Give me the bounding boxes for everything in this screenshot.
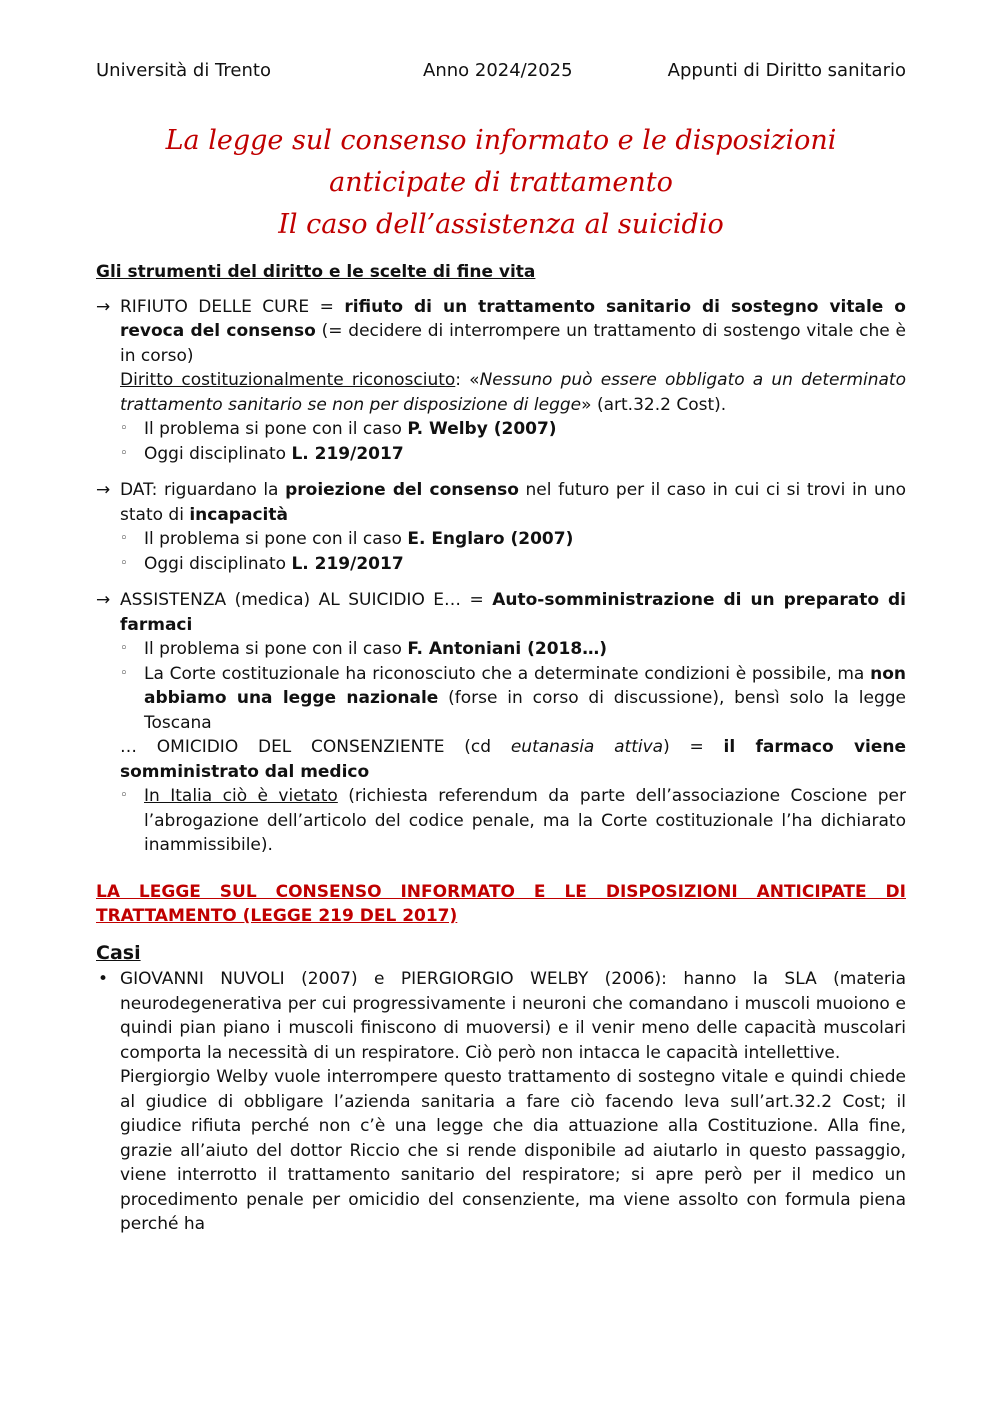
subsection-casi: Casi (96, 941, 141, 964)
rifiuto-definition (120, 295, 906, 369)
rifiuto-rest: (= decidere di interrompere un trattamento di sostengo vitale che è in corso) (120, 321, 906, 366)
bullet-text: (forse in corso di discussione), bensì solo la legge Toscana (144, 688, 906, 733)
section-heading-legge-219: LA LEGGE SUL CONSENSO INFORMATO E LE DISPOSIZIONI ANTICIPATE DI TRATTAMENTO (LEGGE 219 DEL 2017) (96, 881, 906, 926)
diritto-ref: » (art.32.2 Cost). (581, 394, 727, 415)
arrow-icon: → (96, 480, 111, 500)
bullet-icon: ◦ (120, 555, 128, 571)
list-item (120, 637, 906, 662)
case-paragraph: Piergiorgio Welby vuole interrompere questo trattamento di sostegno vitale e quindi chiede al giudice di obbligare l’azienda sanitaria a fare ciò facendo leva sull’art.32.2 Cost; il giudice rifiuta perché non c’è una legge che dia attuazione alla Costituzione. Alla fine, grazie all’aiuto del dottor Riccio che si rende disponibile ad aiutarlo in questo passaggio, viene interrotto il trattamento sanitario del respiratore; si apre però per il medico un procedimento penale per omicidio del consenziente, ma viene assolto con formula piena perché ha (120, 1067, 906, 1234)
page-header (96, 60, 906, 86)
header-course: Appunti di Diritto sanitario (667, 60, 906, 81)
bullet-icon: ◦ (120, 531, 128, 546)
dat-bullets (120, 527, 906, 576)
dat-bold: incapacità (189, 504, 288, 525)
title-line-2: anticipate di trattamento (329, 167, 673, 198)
omicidio-italic: eutanasia attiva (510, 737, 664, 757)
dat-item (96, 478, 906, 576)
bullet-underlined: In Italia ciò è vietato (144, 786, 338, 806)
assistenza-definition (120, 588, 906, 637)
omicidio-consenziente (120, 735, 906, 784)
bullet-text: La Corte costituzionale ha riconosciuto che a determinate condizioni è possibile, ma (144, 663, 871, 684)
assistenza-text: ASSISTENZA (medica) AL SUICIDIO E… = (120, 590, 493, 610)
dat-text: DAT: riguardano la (120, 480, 286, 500)
omicidio-text: … OMICIDIO DEL CONSENZIENTE (cd (120, 737, 511, 757)
arrow-icon: → (96, 296, 111, 317)
bullet-text: Il problema si pone con il caso (144, 419, 408, 439)
list-item (120, 417, 906, 442)
bullet-icon: ◦ (120, 641, 128, 656)
bullet-text: Oggi disciplinato (144, 553, 292, 574)
bullet-icon: • (98, 969, 109, 989)
bullet-bold: L. 219/2017 (291, 443, 404, 464)
bullet-text: (richiesta referendum da parte dell’associazione Coscione per l’abrogazione dell’articolo del codice penale, ma la Corte costituzionale l’ha dichiarato inammissibile). (144, 786, 906, 855)
bullet-bold: P. Welby (2007) (407, 419, 557, 439)
dat-definition (120, 478, 906, 527)
assistenza-suicidio-item (96, 588, 906, 858)
bullet-bold: E. Englaro (2007) (407, 529, 574, 549)
diritto-quote: Nessuno può essere obbligato a un determinato trattamento sanitario se non per disposizione di legge (120, 370, 906, 415)
arrow-icon: → (96, 590, 111, 610)
dat-text: nel futuro per il caso in cui ci si trovi in uno stato di (120, 480, 906, 525)
title-line-1: La legge sul consenso informato e le disposizioni (165, 125, 837, 156)
bullet-icon: ◦ (120, 445, 128, 461)
bullet-text: Il problema si pone con il caso (144, 639, 408, 659)
list-item (120, 662, 906, 736)
bullet-icon: ◦ (120, 665, 128, 681)
list-item (120, 552, 906, 577)
bullet-text: Il problema si pone con il caso (144, 529, 408, 549)
bullet-text: Oggi disciplinato (144, 443, 292, 464)
bullet-icon: ◦ (120, 421, 128, 436)
case-paragraph: GIOVANNI NUVOLI (2007) e PIERGIORGIO WELBY (2006): hanno la SLA (materia neurodegenerativa per cui progressivamente i neuroni che comandano i muscoli muoiono e quindi pian piano i muscoli finiscono di muoversi) e il venir meno delle capacità muscolari comporta la necessità di un respiratore. Ciò però non intacca le capacità intellettive. (120, 969, 906, 1063)
section-heading: Gli strumenti del diritto e le scelte di fine vita (96, 262, 536, 282)
diritto-label: Diritto costituzionalmente riconosciuto (120, 370, 456, 390)
diritto-costituzionale (120, 368, 906, 417)
document-title (96, 120, 906, 246)
assistenza-bullets (120, 637, 906, 735)
document-body (96, 260, 906, 1237)
diritto-colon: : « (455, 370, 480, 390)
bullet-bold: F. Antoniani (2018…) (407, 639, 607, 659)
omicidio-bullets (120, 784, 906, 858)
title-line-3: Il caso dell’assistenza al suicidio (278, 209, 724, 240)
assistenza-bold: Auto-somministrazione di un preparato di farmaci (120, 590, 906, 635)
case-nuvoli-welby (96, 967, 906, 1237)
bullet-bold: non abbiamo una legge nazionale (144, 663, 906, 708)
bullet-icon: ◦ (120, 788, 128, 803)
omicidio-bold: il farmaco viene somministrato dal medico (120, 737, 907, 782)
dat-bold: proiezione del consenso (285, 480, 519, 500)
rifiuto-cure-item (96, 295, 906, 467)
omicidio-text: ) = (663, 737, 724, 757)
header-university: Università di Trento (96, 60, 271, 81)
rifiuto-bullets (120, 417, 906, 466)
list-item (120, 784, 906, 858)
rifiuto-label: RIFIUTO DELLE CURE = (120, 296, 345, 317)
bullet-bold: L. 219/2017 (291, 553, 404, 574)
rifiuto-bold: rifiuto di un trattamento sanitario di sostegno vitale o revoca del consenso (120, 296, 906, 341)
list-item (120, 442, 906, 467)
list-item (120, 527, 906, 552)
header-year: Anno 2024/2025 (423, 60, 573, 81)
